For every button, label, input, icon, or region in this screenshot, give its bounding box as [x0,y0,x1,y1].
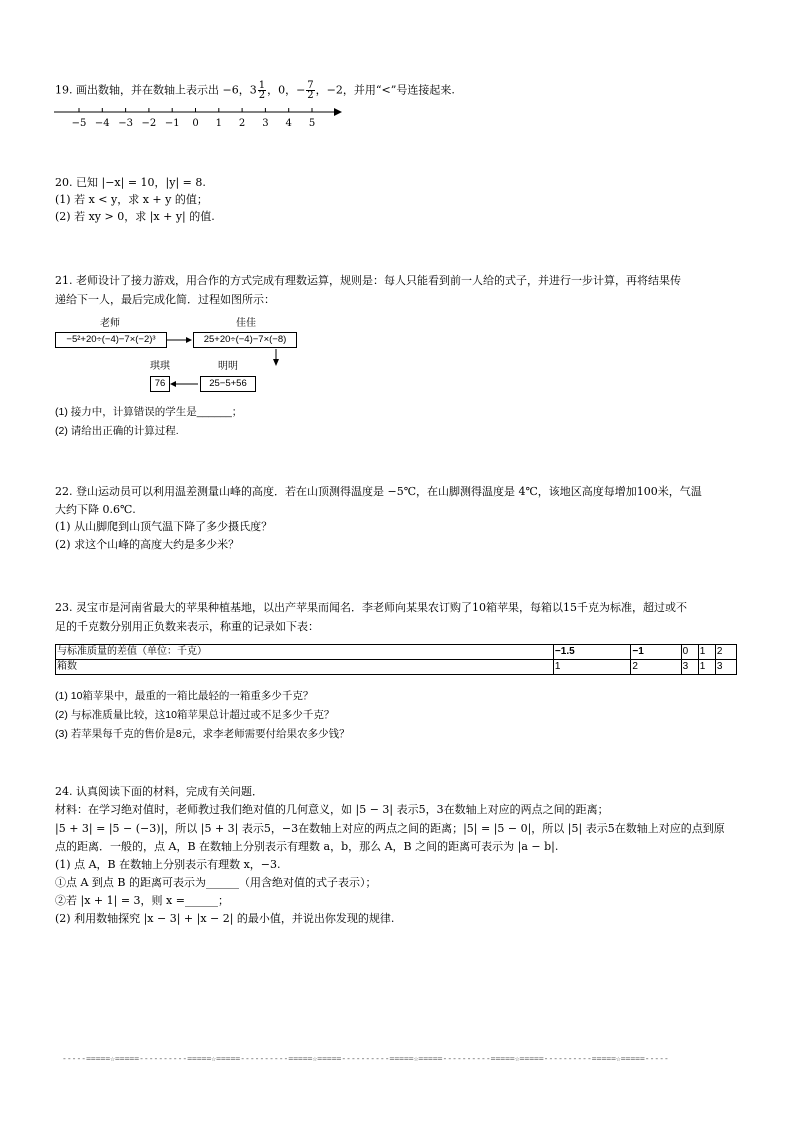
label-jiajia: 佳佳 [236,318,256,329]
table-cell-header-count: 箱数 [56,660,554,675]
q21-stem-line2: 递给下一人，最后完成化简．过程如图所示： [55,293,275,306]
table-cell-diff-2: −1 [631,645,681,660]
box-qiqi-expr: 76 [150,376,170,392]
number-line [52,104,352,134]
number-line-tick-label: 5 [308,118,316,129]
table-cell-diff-5: 2 [715,645,736,660]
number-line-tick-label: −2 [141,118,157,129]
number-line-ticks [72,108,316,129]
q24-material-line1: 材料：在学习绝对值时，老师教过我们绝对值的几何意义，如 |5 − 3| 表示5，3在数轴上对应的两点之间的距离； [55,803,609,816]
number-line-tick-label: 0 [192,118,199,129]
q19-stem [55,81,455,100]
arrow-head-jiajia-to-mingming [273,359,279,366]
q19-fraction-1 [258,81,266,100]
q20-stem: 20. 已知 |−x| = 10，|y| = 8. [55,176,206,189]
q23-stem-line1: 23. 灵宝市是河南省最大的苹果种植基地，以出产苹果而闻名．李老师向某果农订购了10箱苹果，每箱以15千克为标准，超过或不 [55,601,687,614]
table-cell-count-4: 1 [698,660,715,675]
q19-frac2-num: 7 [307,80,314,91]
table-row-count [56,660,737,675]
number-line-tick-label: 3 [262,118,269,129]
table-cell-count-1: 1 [553,660,630,675]
q22-stem-line1: 22. 登山运动员可以利用温差测量山峰的高度．若在山顶测得温度是 −5℃，在山脚测得温度是 4℃，该地区高度每增加100米，气温 [55,485,702,498]
q19-fraction-2 [306,81,314,100]
number-line-tick-label: 4 [285,118,292,129]
q22-sub1: (1) 从山脚爬到山顶气温下降了多少摄氏度？ [55,520,273,533]
q24-material-line3: 点的距离．一般的，点 A，B 在数轴上分别表示有理数 a，b，那么 A，B 之间的距离可表示为 |a − b|. [55,840,559,853]
q23-stem-line2: 足的千克数分别用正负数来表示，称重的记录如下表： [55,620,319,633]
label-teacher: 老师 [100,318,120,329]
table-cell-diff-1: −1.5 [553,645,630,660]
number-line-tick-label: −4 [94,118,110,129]
q19-stem-part3: ，−2，并用“<”号连接起来. [315,83,455,97]
label-qiqi: 琪琪 [150,361,170,372]
label-mingming: 明明 [218,361,238,372]
number-line-tick-label: 1 [215,118,222,129]
q24-sub1b: ②若 |x + 1| = 3，则 x =______； [55,894,229,907]
q21-sub2: (2) 请给出正确的计算过程. [55,425,179,437]
number-line-arrow [334,108,342,116]
number-line-tick-label: −3 [118,118,133,129]
arrow-head-teacher-to-jiajia [186,337,192,343]
q19-stem-part2: ，0，− [267,83,306,97]
q20-sub2: (2) 若 xy > 0，求 |x + y| 的值. [55,210,215,223]
table-cell-diff-3: 0 [681,645,698,660]
number-line-tick-label: −5 [71,118,87,129]
q19-frac1-num: 1 [258,80,266,91]
table-cell-count-5: 3 [715,660,736,675]
q24-sub2: (2) 利用数轴探究 |x − 3| + |x − 2| 的最小值，并说出你发现的规律. [55,912,395,925]
table-cell-diff-4: 1 [698,645,715,660]
q21-stem-line1: 21. 老师设计了接力游戏，用合作的方式完成有理数运算，规则是：每人只能看到前一人给的式子，并进行一步计算，再将结果传 [55,274,681,287]
box-jiajia-expr: 25+20÷(−4)−7×(−8) [193,332,297,348]
footer-divider: -----=====☆=====----------=====☆=====----------=====☆=====----------=====☆=====----------=====☆=====----------=====☆=====----- [62,1054,669,1063]
q23-sub3: (3) 若苹果每千克的售价是8元，求李老师需要付给果农多少钱？ [55,728,350,740]
q19-frac2-den: 2 [307,90,314,101]
table-cell-header-difference: 与标准质量的差值（单位：千克） [56,645,554,660]
table-cell-count-3: 3 [681,660,698,675]
q23-sub2: (2) 与标准质量比较，这10箱苹果总计超过或不足多少千克？ [55,709,335,721]
q23-sub1: (1) 10箱苹果中，最重的一箱比最轻的一箱重多少千克？ [55,690,314,702]
box-mingming-expr: 25−5+56 [200,376,256,392]
weight-record-table [55,644,737,675]
q24-sub1a: ①点 A 到点 B 的距离可表示为______（用含绝对值的式子表示）； [55,876,377,889]
number-line-tick-label: −1 [164,118,180,129]
box-teacher-expr: −5²+20÷(−4)−7×(−2)³ [55,332,167,348]
table-row-difference [56,645,737,660]
q21-sub1: (1) 接力中，计算错误的学生是______； [55,406,243,418]
q22-stem-line2: 大约下降 0.6℃. [55,503,136,516]
table-cell-count-2: 2 [631,660,681,675]
arrow-head-mingming-to-qiqi [170,381,176,387]
q24-sub1: (1) 点 A，B 在数轴上分别表示有理数 x，−3. [55,858,281,871]
q19-stem-part1: 19. 画出数轴，并在数轴上表示出 −6，3 [55,83,257,97]
q24-stem: 24. 认真阅读下面的材料，完成有关问题． [55,785,263,798]
number-line-tick-label: 2 [238,118,246,129]
q24-material-line2: |5 + 3| = |5 − (−3)|，所以 |5 + 3| 表示5，−3在数轴上对应的两点之间的距离；|5| = |5 − 0|，所以 |5| 表示5在数轴上对应的点到原 [55,822,725,835]
q22-sub2: (2) 求这个山峰的高度大约是多少米？ [55,538,240,551]
q20-sub1: (1) 若 x < y，求 x + y 的值； [55,193,208,206]
q19-frac1-den: 2 [258,90,266,101]
